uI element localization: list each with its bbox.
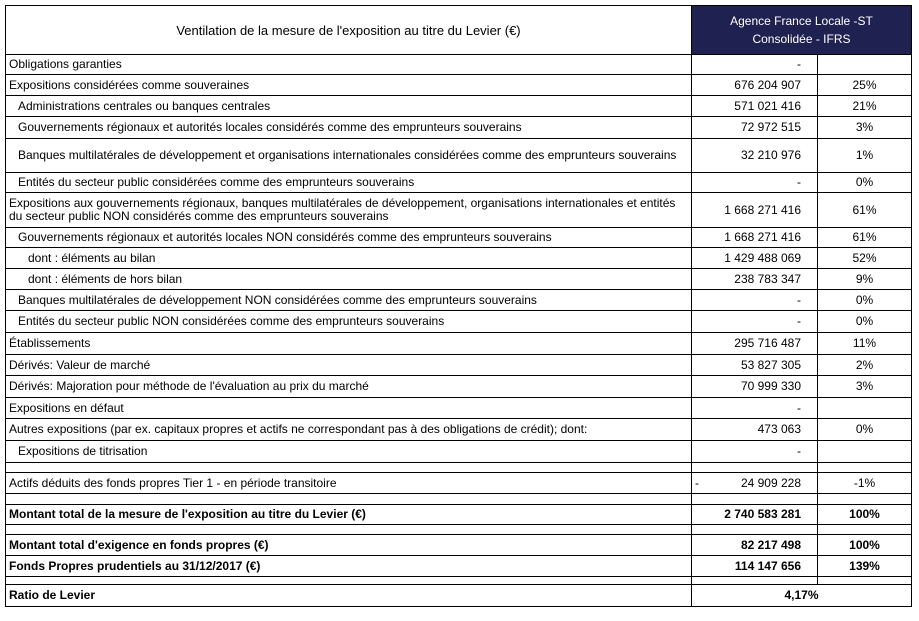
spacer-cell <box>6 494 692 505</box>
spacer-row <box>6 525 912 535</box>
entity-scope: Consolidée - IFRS <box>752 32 851 46</box>
spacer-cell <box>692 525 818 535</box>
table-row <box>6 55 912 75</box>
negative-sign: - <box>695 475 699 490</box>
ratio-value: 4,17% <box>692 585 912 607</box>
entity-header <box>692 6 912 55</box>
spacer-cell <box>692 577 818 585</box>
row-percentage: 25% <box>818 75 912 96</box>
spacer-cell <box>6 577 692 585</box>
spacer-cell <box>692 494 818 505</box>
spacer-row <box>6 494 912 505</box>
spacer-cell <box>818 463 912 473</box>
row-value: 1 668 271 416 <box>692 228 818 248</box>
row-percentage: 21% <box>818 96 912 117</box>
leverage-exposure-table <box>5 5 912 607</box>
table-row <box>6 248 912 269</box>
row-value: 82 217 498 <box>692 535 818 556</box>
row-value: 1 429 488 069 <box>692 248 818 269</box>
row-percentage: 3% <box>818 117 912 139</box>
spacer-row <box>6 577 912 585</box>
entity-name: Agence France Locale -ST <box>730 14 873 28</box>
table-row <box>6 228 912 248</box>
row-value: 676 204 907 <box>692 75 818 96</box>
table-title: Ventilation de la mesure de l'exposition au titre du Levier (€) <box>6 6 692 55</box>
row-label: Expositions en défaut <box>6 398 692 419</box>
row-value: 114 147 656 <box>692 556 818 577</box>
row-percentage: 52% <box>818 248 912 269</box>
row-label: Banques multilatérales de développement NON considérées comme des emprunteurs souverains <box>6 290 692 311</box>
row-percentage: 0% <box>818 173 912 193</box>
row-label: Expositions considérées comme souveraines <box>6 75 692 96</box>
row-label: Établissements <box>6 333 692 355</box>
table-row <box>6 355 912 376</box>
row-label: Administrations centrales ou banques centrales <box>6 96 692 117</box>
table-row <box>6 96 912 117</box>
row-label: Montant total d'exigence en fonds propres (€) <box>6 535 692 556</box>
table-row <box>6 311 912 333</box>
row-label: Expositions de titrisation <box>6 441 692 463</box>
table-row <box>6 117 912 139</box>
row-value: 70 999 330 <box>692 376 818 398</box>
row-percentage: 2% <box>818 355 912 376</box>
row-value-text: 24 909 228 <box>740 475 801 490</box>
row-value: 473 063 <box>692 419 818 441</box>
row-label: Dérivés: Majoration pour méthode de l'évaluation au prix du marché <box>6 376 692 398</box>
row-percentage: 0% <box>818 419 912 441</box>
table-row <box>6 505 912 525</box>
row-percentage: 1% <box>818 139 912 173</box>
spacer-cell <box>6 525 692 535</box>
row-label: Obligations garanties <box>6 55 692 75</box>
table-row <box>6 441 912 463</box>
row-value: 2 740 583 281 <box>692 505 818 525</box>
table-row <box>6 290 912 311</box>
table-row <box>6 173 912 193</box>
table-row <box>6 398 912 419</box>
row-label: Actifs déduits des fonds propres Tier 1 - en période transitoire <box>6 473 692 494</box>
spacer-row <box>6 463 912 473</box>
spacer-cell <box>6 463 692 473</box>
row-label: Banques multilatérales de développement et organisations internationales considérées comme des emprunteurs souverains <box>6 139 692 173</box>
table-row <box>6 535 912 556</box>
table-row <box>6 193 912 228</box>
row-value: 295 716 487 <box>692 333 818 355</box>
row-label: Fonds Propres prudentiels au 31/12/2017 (€) <box>6 556 692 577</box>
spacer-cell <box>818 494 912 505</box>
row-percentage: 11% <box>818 333 912 355</box>
row-label: dont : éléments de hors bilan <box>6 269 692 290</box>
row-percentage: 0% <box>818 311 912 333</box>
row-value: 1 668 271 416 <box>692 193 818 228</box>
row-value: 571 021 416 <box>692 96 818 117</box>
row-percentage <box>818 441 912 463</box>
row-percentage: 0% <box>818 290 912 311</box>
row-label: Entités du secteur public NON considérées comme des emprunteurs souverains <box>6 311 692 333</box>
row-value <box>692 473 818 494</box>
row-label: Entités du secteur public considérées comme des emprunteurs souverains <box>6 173 692 193</box>
table-row <box>6 556 912 577</box>
spacer-cell <box>818 577 912 585</box>
row-label: Autres expositions (par ex. capitaux propres et actifs ne correspondant pas à des obligations de crédit); dont: <box>6 419 692 441</box>
row-percentage: 9% <box>818 269 912 290</box>
row-label: Montant total de la mesure de l'exposition au titre du Levier (€) <box>6 505 692 525</box>
row-percentage: -1% <box>818 473 912 494</box>
row-percentage: 139% <box>818 556 912 577</box>
table-body <box>6 6 912 607</box>
row-label: Ratio de Levier <box>6 585 692 607</box>
row-percentage: 100% <box>818 505 912 525</box>
row-percentage: 3% <box>818 376 912 398</box>
table-row <box>6 269 912 290</box>
spacer-cell <box>692 463 818 473</box>
row-percentage: 61% <box>818 193 912 228</box>
row-value: 32 210 976 <box>692 139 818 173</box>
table-row <box>6 75 912 96</box>
row-value: - <box>692 398 818 419</box>
row-label: Gouvernements régionaux et autorités locales NON considérés comme des emprunteurs souverains <box>6 228 692 248</box>
header-row <box>6 6 912 55</box>
spacer-cell <box>818 525 912 535</box>
row-percentage <box>818 398 912 419</box>
table-row <box>6 419 912 441</box>
table-row <box>6 139 912 173</box>
row-value: - <box>692 311 818 333</box>
row-value: - <box>692 55 818 75</box>
row-value: 238 783 347 <box>692 269 818 290</box>
row-label: dont : éléments au bilan <box>6 248 692 269</box>
row-percentage <box>818 55 912 75</box>
table-row <box>6 333 912 355</box>
table-row <box>6 473 912 494</box>
row-value: 53 827 305 <box>692 355 818 376</box>
row-label: Dérivés: Valeur de marché <box>6 355 692 376</box>
row-value: 72 972 515 <box>692 117 818 139</box>
row-value: - <box>692 290 818 311</box>
row-label: Expositions aux gouvernements régionaux, banques multilatérales de développement, organisations internationales et entités du secteur public NON considérés comme des emprunteurs souverains <box>6 193 692 228</box>
row-percentage: 100% <box>818 535 912 556</box>
row-percentage: 61% <box>818 228 912 248</box>
table-row <box>6 585 912 607</box>
table-row <box>6 376 912 398</box>
row-value: - <box>692 441 818 463</box>
row-value: - <box>692 173 818 193</box>
row-label: Gouvernements régionaux et autorités locales considérés comme des emprunteurs souverains <box>6 117 692 139</box>
